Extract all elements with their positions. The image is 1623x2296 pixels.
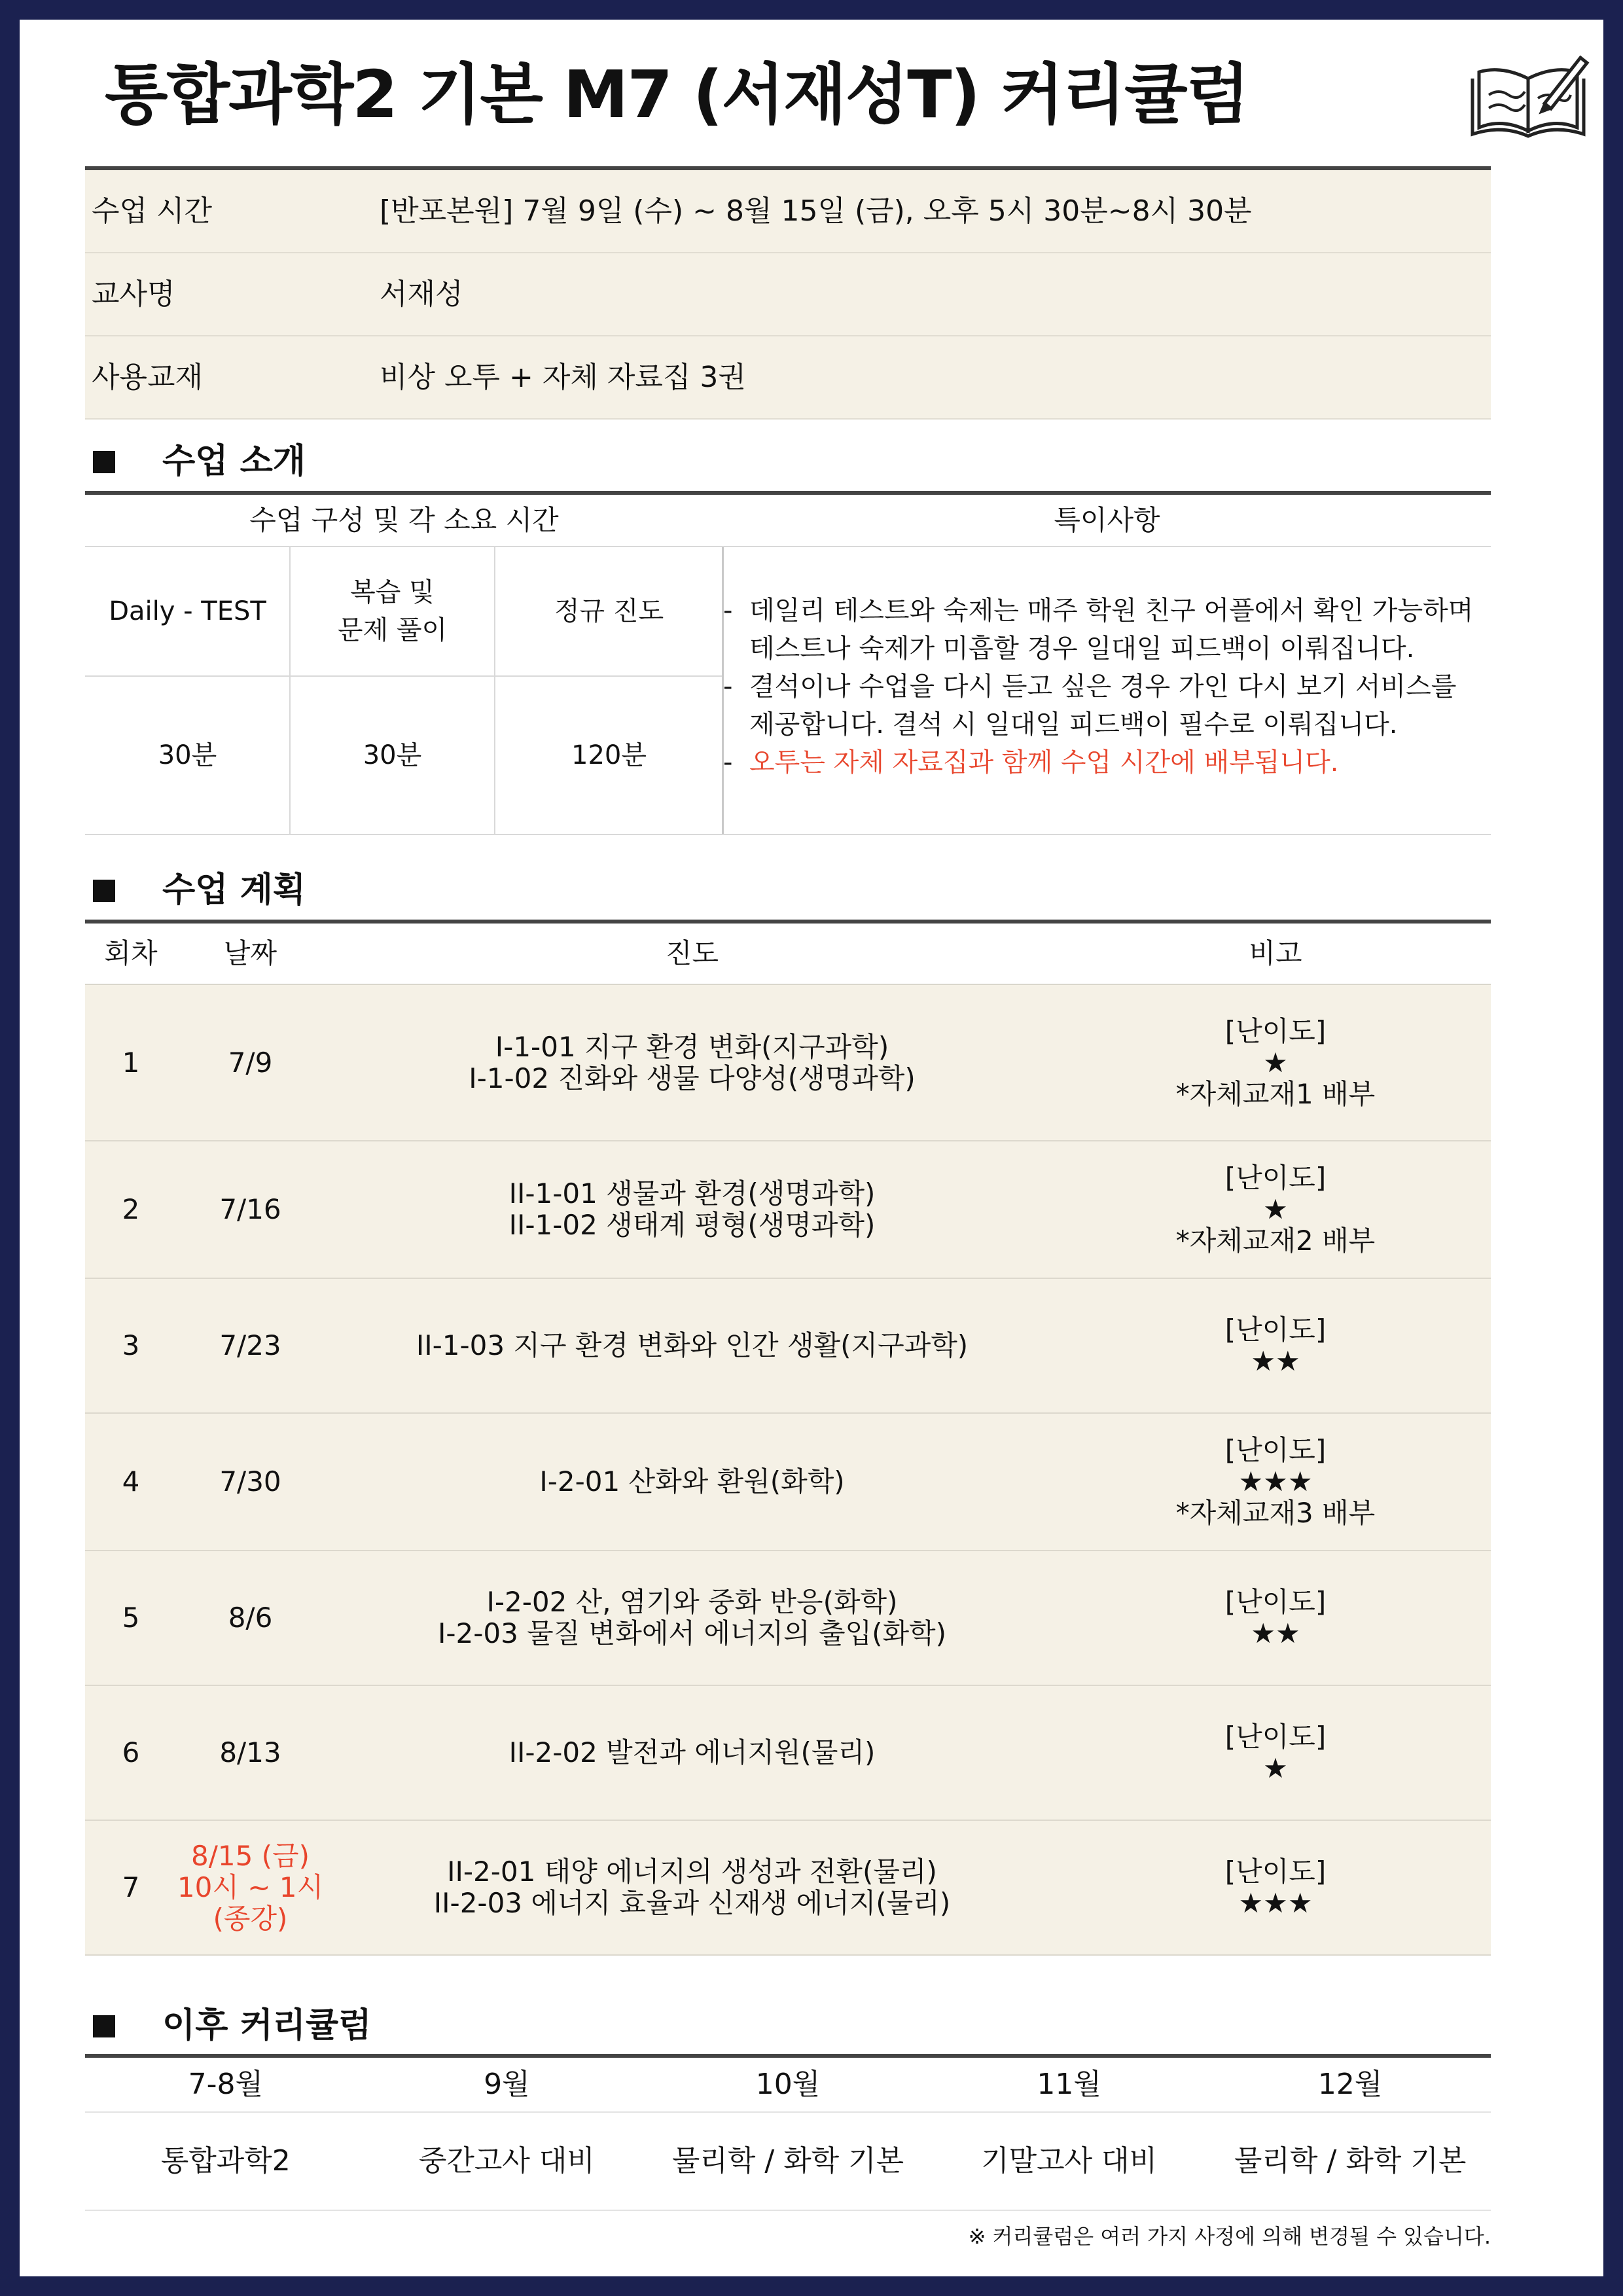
note-line: [난이도] xyxy=(1224,1014,1327,1047)
future-courses-row xyxy=(85,2113,1491,2210)
date-cell xyxy=(177,1141,324,1278)
note-line: [난이도] xyxy=(1224,1856,1327,1888)
page-title: 통합과학2 기본 M7 (서재성T) 커리큘럼 xyxy=(105,56,1249,133)
note-line: ★★★ xyxy=(1238,1887,1313,1919)
note-cell xyxy=(1060,1686,1491,1820)
plan-row xyxy=(85,1821,1491,1956)
plan-row xyxy=(85,1414,1491,1551)
date-line: (종강) xyxy=(213,1903,288,1935)
note-cell xyxy=(1060,1551,1491,1685)
date-line: 8/6 xyxy=(228,1602,273,1634)
future-month: 11월 xyxy=(1037,2068,1101,2101)
date-cell xyxy=(177,1279,324,1412)
plan-row xyxy=(85,1141,1491,1279)
note-line: *자체교재3 배부 xyxy=(1175,1497,1376,1529)
future-course: 물리학 / 화학 기본 xyxy=(1234,2144,1467,2178)
round-cell xyxy=(85,1551,177,1685)
note-item-highlight xyxy=(723,744,1482,781)
col-time-regular: 120분 xyxy=(571,740,647,770)
round-number: 3 xyxy=(122,1329,140,1361)
progress-line: II-1-01 생물과 환경(생명과학) xyxy=(508,1177,876,1210)
future-course: 물리학 / 화학 기본 xyxy=(671,2144,904,2178)
note-line: *자체교재2 배부 xyxy=(1175,1225,1376,1257)
divider xyxy=(85,2210,1491,2211)
note-cell xyxy=(1060,1414,1491,1550)
note-text: 데일리 테스트와 숙제는 매주 학원 친구 어플에서 확인 가능하며 테스트나 숙제가 미흡할 경우 일대일 피드백이 이뤄집니다. xyxy=(749,596,1474,664)
progress-line: I-2-02 산, 염기와 중화 반응(화학) xyxy=(486,1586,898,1618)
future-month: 9월 xyxy=(484,2068,530,2101)
col-label-line: 문제 풀이 xyxy=(337,615,448,645)
date-cell xyxy=(177,1414,324,1550)
date-line: 7/16 xyxy=(219,1193,281,1225)
date-cell xyxy=(177,985,324,1140)
plan-row xyxy=(85,1279,1491,1414)
round-cell xyxy=(85,1821,177,1954)
section-title: 이후 커리큘럼 xyxy=(162,2006,372,2045)
date-line: 7/23 xyxy=(219,1329,281,1361)
progress-line: I-2-01 산화와 환원(화학) xyxy=(539,1465,845,1498)
col-label-line: 복습 및 xyxy=(350,577,435,607)
info-row-time xyxy=(85,170,1491,253)
note-text: 결석이나 수업을 다시 듣고 싶은 경우 가인 다시 보기 서비스를 제공합니다. 결석 시 일대일 피드백이 필수로 이뤄집니다. xyxy=(749,672,1457,740)
col-label-daily-test xyxy=(85,547,290,675)
note-line: ★ xyxy=(1263,1193,1288,1225)
plan-row xyxy=(85,1686,1491,1821)
future-months-row xyxy=(85,2058,1491,2111)
round-cell xyxy=(85,1414,177,1550)
round-cell xyxy=(85,1686,177,1820)
note-line: [난이도] xyxy=(1224,1721,1327,1753)
future-course: 중간고사 대비 xyxy=(418,2144,595,2178)
title-area xyxy=(105,46,1510,144)
col-label-line: 정규 진도 xyxy=(554,596,664,626)
note-cell xyxy=(1060,985,1491,1140)
note-item xyxy=(723,592,1482,668)
progress-line: II-2-01 태양 에너지의 생성과 전환(물리) xyxy=(447,1856,937,1888)
square-bullet-icon xyxy=(93,451,115,473)
note-line: ★★ xyxy=(1251,1345,1300,1377)
note-cell xyxy=(1060,1141,1491,1278)
progress-cell xyxy=(324,1821,1060,1954)
note-line: ★ xyxy=(1263,1046,1288,1079)
progress-line: I-1-01 지구 환경 변화(지구과학) xyxy=(495,1030,889,1063)
note-text: 오투는 자체 자료집과 함께 수업 시간에 배부됩니다. xyxy=(749,747,1339,778)
date-line: 7/30 xyxy=(219,1465,281,1498)
col-label-regular xyxy=(495,547,723,675)
info-row-textbook xyxy=(85,336,1491,420)
note-line: [난이도] xyxy=(1224,1314,1327,1346)
info-row-teacher xyxy=(85,253,1491,336)
plan-row xyxy=(85,1551,1491,1686)
round-number: 7 xyxy=(122,1871,140,1903)
divider xyxy=(494,547,495,835)
future-month: 7-8월 xyxy=(188,2068,263,2101)
future-course: 기말고사 대비 xyxy=(981,2144,1158,2178)
plan-rows xyxy=(85,985,1491,1956)
date-line: 10시 ~ 1시 xyxy=(177,1871,324,1903)
plan-section-heading xyxy=(85,864,1491,916)
progress-line: I-2-03 물질 변화에서 에너지의 출입(화학) xyxy=(437,1617,947,1649)
section-title: 수업 계획 xyxy=(162,870,306,910)
plan-row xyxy=(85,985,1491,1141)
date-cell xyxy=(177,1821,324,1954)
note-line: *자체교재1 배부 xyxy=(1175,1077,1376,1110)
plan-header-row xyxy=(85,924,1491,985)
progress-cell xyxy=(324,1551,1060,1685)
round-number: 5 xyxy=(122,1602,140,1634)
note-dash: - xyxy=(723,747,733,778)
info-label: 수업 시간 xyxy=(92,194,213,228)
progress-cell xyxy=(324,1279,1060,1412)
future-month: 12월 xyxy=(1317,2068,1383,2101)
col-label-line: Daily - TEST xyxy=(109,596,266,626)
date-cell xyxy=(177,1686,324,1820)
note-item xyxy=(723,668,1482,744)
info-value: 비상 오투 + 자체 자료집 3권 xyxy=(380,361,746,394)
progress-line: II-1-03 지구 환경 변화와 인간 생활(지구과학) xyxy=(416,1329,969,1361)
note-line: ★★ xyxy=(1251,1617,1300,1649)
composition-header: 수업 구성 및 각 소요 시간 xyxy=(249,504,559,536)
header-date: 날짜 xyxy=(223,937,277,969)
progress-cell xyxy=(324,1141,1060,1278)
round-number: 6 xyxy=(122,1736,140,1768)
round-number: 4 xyxy=(122,1465,140,1498)
header-note: 비고 xyxy=(1249,937,1302,969)
col-time-daily-test: 30분 xyxy=(158,740,217,770)
info-value: 서재성 xyxy=(380,278,463,311)
header-round: 회차 xyxy=(104,937,158,969)
open-book-pen-icon xyxy=(1466,52,1590,144)
info-label: 교사명 xyxy=(92,278,175,311)
note-line: [난이도] xyxy=(1224,1434,1327,1466)
note-line: ★★★ xyxy=(1238,1465,1313,1498)
note-dash: - xyxy=(723,596,733,626)
round-cell xyxy=(85,1141,177,1278)
info-table xyxy=(85,170,1491,420)
future-table xyxy=(85,2058,1491,2211)
future-section-heading xyxy=(85,2000,1491,2052)
future-course: 통합과학2 xyxy=(160,2144,291,2178)
square-bullet-icon xyxy=(93,2015,115,2037)
notes-list xyxy=(723,592,1482,781)
notes-header: 특이사항 xyxy=(1054,504,1160,536)
round-number: 1 xyxy=(122,1046,140,1079)
future-month: 10월 xyxy=(755,2068,821,2101)
note-cell xyxy=(1060,1279,1491,1412)
intro-table xyxy=(85,495,1491,840)
header-progress: 진도 xyxy=(665,937,719,969)
footnote: ※ 커리큘럼은 여러 가지 사정에 의해 변경될 수 있습니다. xyxy=(968,2224,1491,2249)
note-line: ★ xyxy=(1263,1752,1288,1784)
divider xyxy=(85,834,1491,835)
round-cell xyxy=(85,985,177,1140)
date-line: 7/9 xyxy=(228,1046,273,1079)
note-dash: - xyxy=(723,672,733,702)
progress-cell xyxy=(324,985,1060,1140)
note-cell xyxy=(1060,1821,1491,1954)
note-line: [난이도] xyxy=(1224,1586,1327,1618)
progress-line: I-1-02 진화와 생물 다양성(생명과학) xyxy=(469,1062,916,1094)
progress-line: II-2-03 에너지 효율과 신재생 에너지(물리) xyxy=(433,1887,951,1919)
date-line: 8/13 xyxy=(219,1736,281,1768)
intro-section-heading xyxy=(85,435,1491,488)
note-line: [난이도] xyxy=(1224,1162,1327,1194)
col-time-review: 30분 xyxy=(363,740,422,770)
progress-line: II-2-02 발전과 에너지원(물리) xyxy=(508,1736,876,1768)
date-cell xyxy=(177,1551,324,1685)
square-bullet-icon xyxy=(93,880,115,902)
section-title: 수업 소개 xyxy=(162,442,306,481)
progress-line: II-1-02 생태계 평형(생명과학) xyxy=(508,1209,876,1241)
plan-table xyxy=(85,924,1491,1956)
round-number: 2 xyxy=(122,1193,140,1225)
info-value: [반포본원] 7월 9일 (수) ~ 8월 15일 (금), 오후 5시 30분~8시 30분 xyxy=(380,194,1252,228)
divider xyxy=(289,547,291,835)
info-label: 사용교재 xyxy=(92,361,204,394)
progress-cell xyxy=(324,1686,1060,1820)
round-cell xyxy=(85,1279,177,1412)
col-label-review xyxy=(290,547,495,675)
progress-cell xyxy=(324,1414,1060,1550)
date-line: 8/15 (금) xyxy=(190,1840,310,1872)
